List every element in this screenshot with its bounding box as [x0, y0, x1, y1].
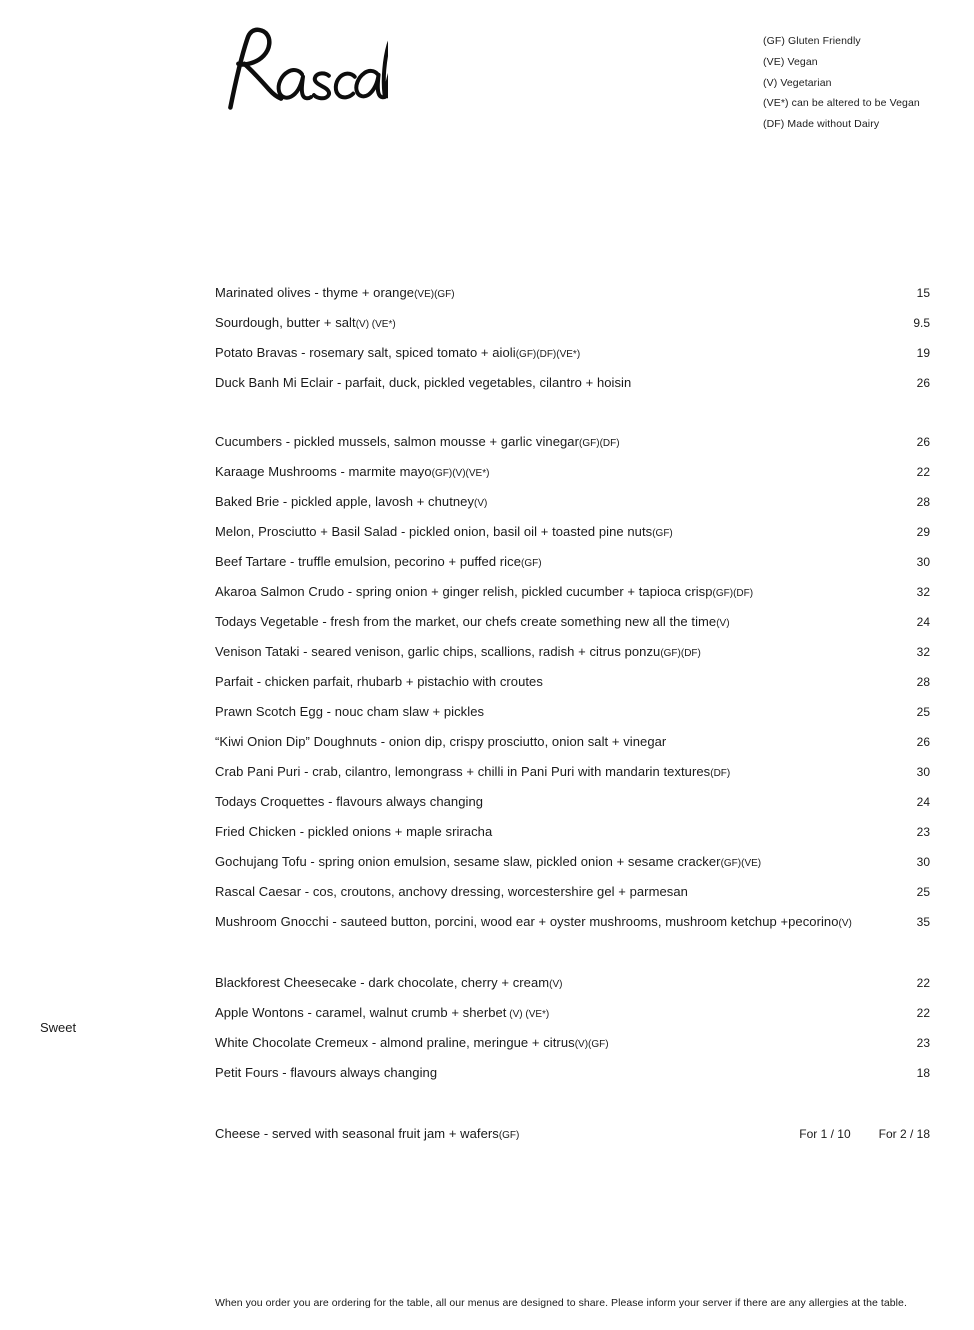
menu-row: [0, 338, 974, 368]
menu-item-name: Gochujang Tofu - spring onion emulsion, sesame slaw, pickled onion + sesame cracker: [215, 854, 721, 869]
menu-row: [0, 817, 974, 847]
menu-item-name: Duck Banh Mi Eclair - parfait, duck, pickled vegetables, cilantro + hoisin: [215, 375, 632, 390]
menu-item-price: 23: [916, 825, 930, 839]
menu-item-price: 29: [916, 525, 930, 539]
menu-item-price: 15: [916, 286, 930, 300]
menu-item-tags: (DF): [710, 768, 731, 779]
menu-item-tags: (GF)(DF)(VE*): [515, 349, 581, 360]
menu-item-price: 23: [916, 1036, 930, 1050]
menu-row: [0, 727, 974, 757]
menu-rows: [0, 968, 974, 1088]
menu-item-tags: (GF)(V)(VE*): [431, 468, 490, 479]
menu-row: [0, 637, 974, 667]
menu-item-price: 22: [916, 1006, 930, 1020]
menu-row: [0, 547, 974, 577]
menu-row: [0, 278, 974, 308]
menu-item-price: 30: [916, 555, 930, 569]
menu-row: [0, 697, 974, 727]
menu-item-price: 25: [916, 885, 930, 899]
menu-item-price: 32: [916, 585, 930, 599]
menu-section-plates: [0, 427, 974, 937]
menu-item-price: 9.5: [913, 316, 930, 330]
menu-item-tags: (V): [549, 979, 563, 990]
menu-item-name: Cheese - served with seasonal fruit jam + wafers: [215, 1126, 499, 1141]
menu-row: [0, 517, 974, 547]
menu-rows: [0, 427, 974, 937]
menu-item-price: 32: [916, 645, 930, 659]
menu-row-cheese: [0, 1119, 974, 1149]
menu-row: [0, 457, 974, 487]
menu-item-name: Mushroom Gnocchi - sauteed button, porcini, wood ear + oyster mushrooms, mushroom ketchup +pecorino: [215, 914, 839, 929]
menu-item-name: Baked Brie - pickled apple, lavosh + chutney: [215, 494, 475, 509]
menu-item-name: Marinated olives - thyme + orange: [215, 285, 415, 300]
menu-item-name: Apple Wontons - caramel, walnut crumb + sherbet: [215, 1005, 507, 1020]
menu-row: [0, 998, 974, 1028]
section-label-sweet: Sweet: [40, 1020, 77, 1035]
cheese-price-one: For 1 / 10: [799, 1127, 851, 1141]
menu-item-price: 22: [916, 465, 930, 479]
menu-item-name: Melon, Prosciutto + Basil Salad - pickled onion, basil oil + toasted pine nuts: [215, 524, 653, 539]
menu-row: [0, 907, 974, 937]
menu-row: [0, 427, 974, 457]
menu-rows: [0, 278, 974, 398]
menu-item-price: 28: [916, 675, 930, 689]
menu-item-tags: (V)(GF): [574, 1039, 609, 1050]
menu-item-name: Petit Fours - flavours always changing: [215, 1065, 438, 1080]
menu-row: [0, 787, 974, 817]
menu-item-name: White Chocolate Cremeux - almond praline, meringue + citrus: [215, 1035, 575, 1050]
menu-item-name: Todays Croquettes - flavours always changing: [215, 794, 484, 809]
page-footer: [215, 1295, 930, 1311]
cheese-price-two: For 2 / 18: [878, 1127, 930, 1141]
menu-row: [0, 667, 974, 697]
menu-row: [0, 1058, 974, 1088]
legend-item: (VE) Vegan: [763, 55, 818, 68]
menu-item-price: 19: [916, 346, 930, 360]
legend-item: (V) Vegetarian: [763, 76, 832, 89]
menu-row: [0, 577, 974, 607]
menu-item-name: Todays Vegetable - fresh from the market, our chefs create something new all the time: [215, 614, 717, 629]
menu-item-price: 35: [916, 915, 930, 929]
menu-row: [0, 368, 974, 398]
menu-item-tags: (GF)(DF): [712, 588, 754, 599]
page-header: [0, 0, 974, 160]
menu-row: [0, 487, 974, 517]
menu-item-price: 22: [916, 976, 930, 990]
menu-row: [0, 757, 974, 787]
menu-item-name: Rascal Caesar - cos, croutons, anchovy dressing, worcestershire gel + parmesan: [215, 884, 688, 899]
menu-item-price: 30: [916, 765, 930, 779]
cheese-price-group: [799, 1119, 930, 1149]
menu-item-name: Parfait - chicken parfait, rhubarb + pistachio with croutes: [215, 674, 543, 689]
menu-item-price: 24: [916, 615, 930, 629]
menu-item-name: Prawn Scotch Egg - nouc cham slaw + pickles: [215, 704, 485, 719]
menu-item-name: Potato Bravas - rosemary salt, spiced tomato + aioli: [215, 345, 516, 360]
menu-body: [0, 278, 974, 1149]
menu-item-name: Blackforest Cheesecake - dark chocolate, cherry + cream: [215, 975, 550, 990]
menu-item-price: 28: [916, 495, 930, 509]
menu-row: [0, 968, 974, 998]
footer-note: When you order you are ordering for the table, all our menus are designed to share. Please inform your server if there are any allergies at the table.: [215, 1297, 907, 1309]
menu-item-tags: (V): [474, 498, 488, 509]
menu-item-tags: (V) (VE*): [355, 319, 396, 330]
menu-item-tags: (VE)(GF): [414, 289, 455, 300]
menu-section-snacks: [0, 278, 974, 398]
menu-rows: [0, 1119, 974, 1149]
menu-row: [0, 847, 974, 877]
menu-item-tags: (V): [838, 918, 852, 929]
menu-row: [0, 877, 974, 907]
menu-item-name: “Kiwi Onion Dip” Doughnuts - onion dip, crispy prosciutto, onion salt + vinegar: [215, 734, 667, 749]
menu-row: [0, 607, 974, 637]
menu-item-price: 25: [916, 705, 930, 719]
menu-item-tags: (V) (VE*): [506, 1009, 550, 1020]
menu-item-tags: (GF)(DF): [579, 438, 620, 449]
menu-item-name: Akaroa Salmon Crudo - spring onion + ginger relish, pickled cucumber + tapioca crisp: [215, 584, 713, 599]
menu-item-price: 26: [916, 435, 930, 449]
menu-item-tags: (GF): [521, 558, 542, 569]
menu-item-name: Karaage Mushrooms - marmite mayo: [215, 464, 432, 479]
rascal-logo: [213, 24, 388, 116]
menu-item-price: 30: [916, 855, 930, 869]
menu-row: [0, 1028, 974, 1058]
menu-item-tags: (GF)(DF): [660, 648, 701, 659]
menu-item-tags: (V): [716, 618, 730, 629]
menu-item-price: 24: [916, 795, 930, 809]
menu-item-name: Venison Tataki - seared venison, garlic chips, scallions, radish + citrus ponzu: [215, 644, 661, 659]
menu-item-name: Beef Tartare - truffle emulsion, pecorino + puffed rice: [215, 554, 521, 569]
menu-item-name: Sourdough, butter + salt: [215, 315, 356, 330]
legend-item: (VE*) can be altered to be Vegan: [763, 97, 920, 110]
dietary-legend: [763, 31, 963, 135]
menu-item-name: Crab Pani Puri - crab, cilantro, lemongrass + chilli in Pani Puri with mandarin textures: [215, 764, 711, 779]
legend-item: (DF) Made without Dairy: [763, 118, 880, 131]
menu-item-price: 26: [916, 735, 930, 749]
menu-item-tags: (GF)(VE): [720, 858, 762, 869]
menu-item-name: Fried Chicken - pickled onions + maple sriracha: [215, 824, 493, 839]
menu-section-sweet: [0, 968, 974, 1088]
menu-row: [0, 308, 974, 338]
menu-item-name: Cucumbers - pickled mussels, salmon mousse + garlic vinegar: [215, 434, 580, 449]
menu-item-price: 26: [916, 376, 930, 390]
menu-item-price: 18: [916, 1066, 930, 1080]
menu-item-tags: (GF): [498, 1130, 520, 1141]
legend-item: (GF) Gluten Friendly: [763, 35, 861, 47]
menu-section-cheese: [0, 1119, 974, 1149]
menu-item-tags: (GF): [652, 528, 673, 539]
